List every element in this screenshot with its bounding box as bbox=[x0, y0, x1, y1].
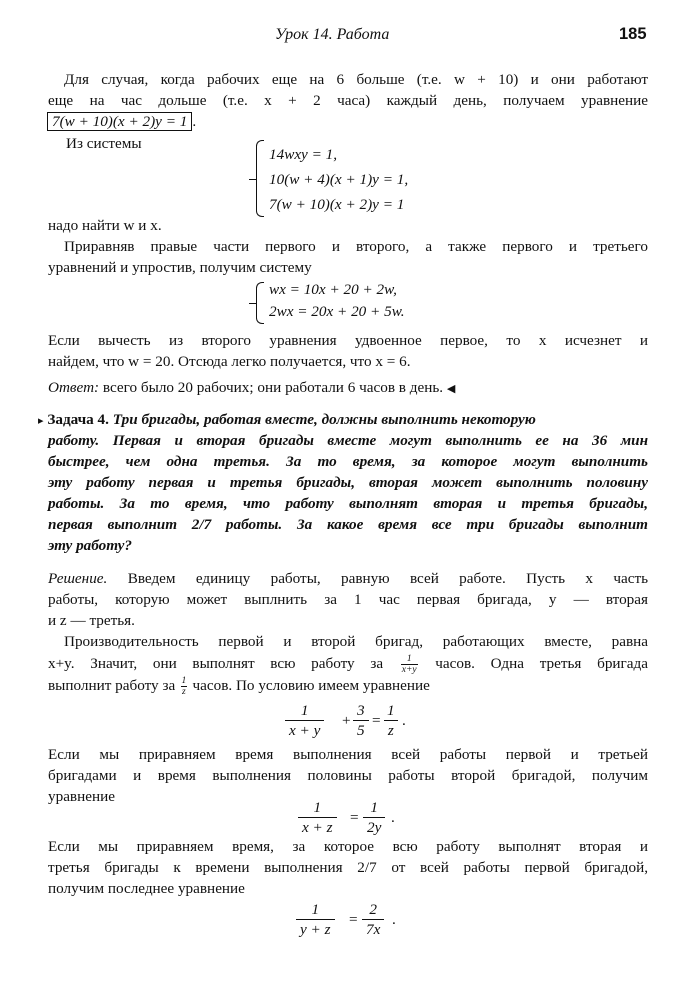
p6-line1: Если мы приравняем время, за которое всю работу выполнят вторая и bbox=[48, 838, 648, 855]
answer-text: всего было 20 рабочих; они работали 6 часов в день. bbox=[102, 379, 444, 396]
task4-line4: эту работу первая и третья бригады, вторая может выполнить половину bbox=[48, 474, 648, 491]
solution-line3: и z — третья. bbox=[48, 612, 135, 629]
p4-line1: Производительность первой и второй бригад, работающих вместе, равна bbox=[64, 633, 648, 650]
boxed-end: . bbox=[192, 113, 197, 130]
task4-line5: работы. За то время, что работу выполнят вторая и третья бригады, bbox=[48, 495, 648, 512]
eqA-frac1: $\frac{1}{x + y}$ bbox=[285, 702, 324, 741]
eqC-frac2: $\frac{2}{7x}$ bbox=[362, 901, 384, 940]
system1-after: надо найти w и x. bbox=[48, 217, 162, 234]
eqC-end: . bbox=[392, 911, 396, 928]
p2-line1: Приравняв правые части первого и второго, а также первого и третьего bbox=[64, 238, 648, 255]
p1-line1: Для случая, когда рабочих еще на 6 больше (т.е. w + 10) и они работают bbox=[64, 71, 648, 88]
boxed-equation: 7(w + 10)(x + 2)y = 1 bbox=[47, 112, 192, 131]
p5-line1: Если мы приравняем время выполнения всей работы первой и третьей bbox=[48, 746, 648, 763]
eqA-plus: + bbox=[342, 712, 351, 729]
eqB-frac2: $\frac{1}{2y}$ bbox=[363, 799, 385, 838]
solution-line2: работы, которую может выплнить за 1 час первая бригада, y — вторая bbox=[48, 591, 648, 608]
system1-eq1: 14wxy = 1, bbox=[269, 146, 338, 163]
eqB-frac1: $\frac{1}{x + z}$ bbox=[298, 799, 337, 838]
system1-lead: Из системы bbox=[66, 135, 142, 152]
system2-eq2: 2wx = 20x + 20 + 5w. bbox=[269, 303, 405, 320]
task4-line2: работу. Первая и вторая бригады вместе могут выполнить ее на 36 мин bbox=[48, 432, 648, 449]
eqB-end: . bbox=[391, 809, 395, 826]
inline-fraction-1-over-x-plus-y: $\frac{1}{x+y}$ bbox=[401, 654, 417, 676]
eqB-equals: = bbox=[350, 809, 359, 826]
running-header-title: Урок 14. Работа bbox=[275, 26, 390, 43]
p6-line2: третья бригады к времени выполнения 2/7 от всей работы первой бригадой, bbox=[48, 859, 648, 876]
task4-line3: быстрее, чем одна третья. За то время, за которое могут выполнить bbox=[48, 453, 648, 470]
p1-boxed-line bbox=[47, 112, 196, 132]
solution-label: Решение. bbox=[48, 570, 108, 587]
eqC-frac1: $\frac{1}{y + z}$ bbox=[296, 901, 335, 940]
solution-line1-text: Введем единицу работы, равную всей работе. Пусть x часть bbox=[127, 570, 649, 587]
task4-line1-text: Три бригады, работая вместе, должны выполнить некоторую bbox=[112, 411, 536, 428]
task4-line7: эту работу? bbox=[48, 537, 133, 554]
answer-label: Ответ: bbox=[48, 379, 100, 396]
task4-label: Задача 4. bbox=[47, 411, 109, 428]
system2-brace bbox=[256, 282, 264, 324]
eqA-end: . bbox=[402, 712, 406, 729]
p6-line3: получим последнее уравнение bbox=[48, 880, 245, 897]
p5-line2: бригадами и время выполнения половины работы второй бригадой, получим bbox=[48, 767, 648, 784]
system1-eq3: 7(w + 10)(x + 2)y = 1 bbox=[269, 196, 405, 213]
p2-line2: уравнений и упростив, получим систему bbox=[48, 259, 312, 276]
p3-line2: найдем, что w = 20. Отсюда легко получается, что x = 6. bbox=[48, 353, 411, 370]
p4-line3 bbox=[48, 676, 430, 697]
page-number: 185 bbox=[619, 25, 647, 43]
p4-line3b: часов. По условию имеем уравнение bbox=[192, 677, 430, 694]
p1-line2: еще на час дольше (т.е. x + 2 часа) каждый день, получаем уравнение bbox=[48, 92, 648, 109]
p4-line2 bbox=[48, 654, 648, 675]
system1-eq2: 10(w + 4)(x + 1)y = 1, bbox=[269, 171, 409, 188]
p4-line2b: часов. Одна третья бригада bbox=[435, 655, 648, 672]
end-of-solution-icon: ◀ bbox=[446, 383, 456, 395]
eqA-frac3: $\frac{1}{z}$ bbox=[383, 702, 399, 741]
eqA-frac2: $\frac{3}{5}$ bbox=[353, 702, 369, 741]
inline-fraction-1-over-z: $\frac{1}{z}$ bbox=[181, 676, 187, 698]
system2-eq1: wx = 10x + 20 + 2w, bbox=[269, 281, 397, 298]
eqC-equals: = bbox=[349, 911, 358, 928]
solution-line1 bbox=[48, 569, 648, 589]
p4-line3a: выполнит работу за bbox=[48, 677, 176, 694]
task4-line1 bbox=[38, 410, 648, 431]
p4-line2a: x+y. Значит, они выполнят всю работу за bbox=[48, 655, 384, 672]
answer-line bbox=[48, 378, 455, 399]
task-marker-icon: ▸ bbox=[38, 415, 44, 427]
p5-line3: уравнение bbox=[48, 788, 115, 805]
task4-line6: первая выполнит 2/7 работы. За какое время все три бригады выполнит bbox=[48, 516, 648, 533]
eqA-equals: = bbox=[372, 712, 381, 729]
p3-line1: Если вычесть из второго уравнения удвоенное первое, то x исчезнет и bbox=[48, 332, 648, 349]
system1-brace bbox=[256, 140, 264, 217]
